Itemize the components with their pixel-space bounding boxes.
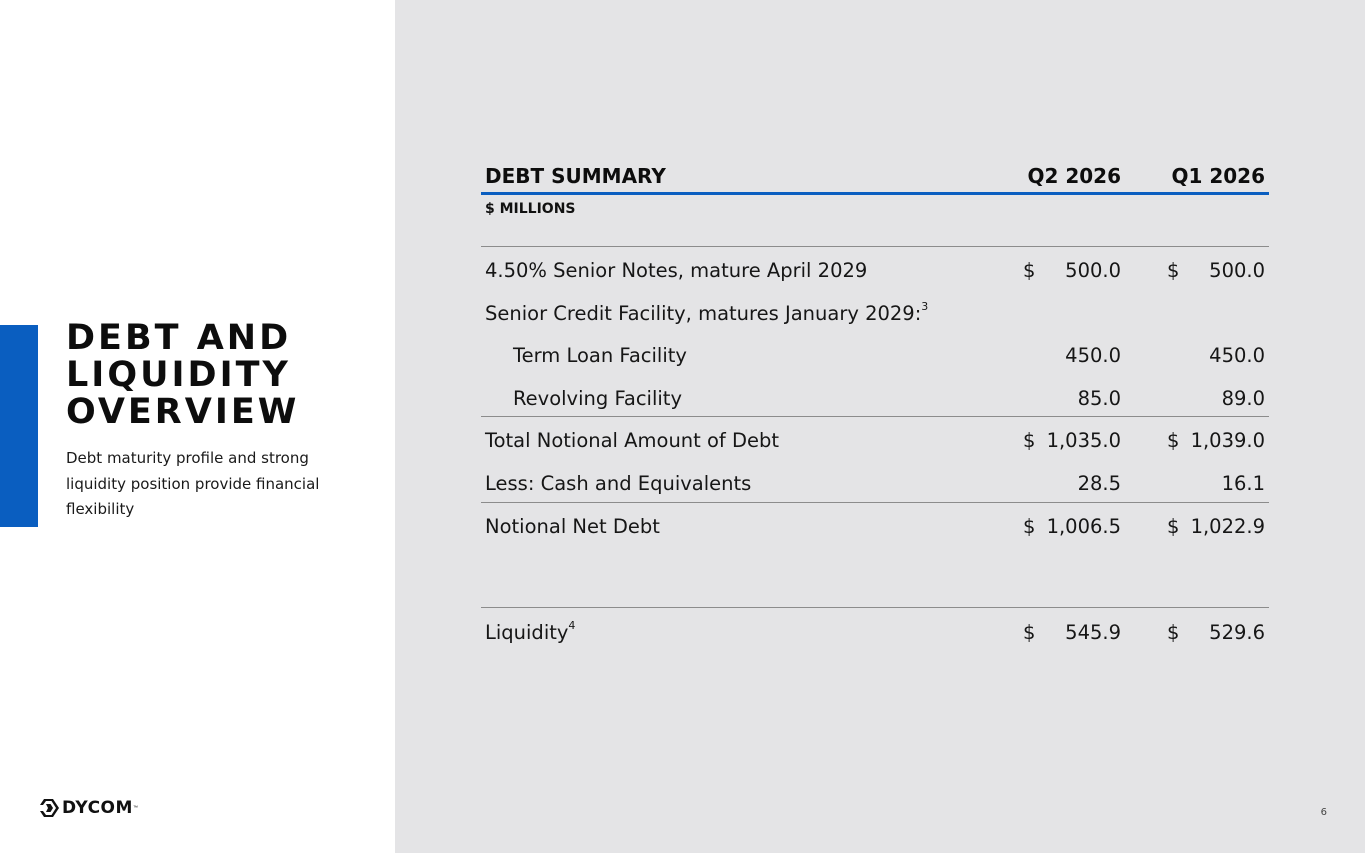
q2-value: 1,006.5 bbox=[1046, 515, 1121, 538]
row-label bbox=[485, 621, 575, 644]
q1-value: 1,039.0 bbox=[1190, 429, 1265, 452]
row-label: Revolving Facility bbox=[513, 387, 682, 410]
dollar-sign: $ bbox=[1167, 621, 1180, 644]
table-row bbox=[481, 293, 1269, 335]
dollar-sign: $ bbox=[1023, 429, 1036, 452]
q2-value: 545.9 bbox=[1065, 621, 1121, 644]
q2-value: 1,035.0 bbox=[1046, 429, 1121, 452]
logo-trademark: ™ bbox=[132, 805, 138, 811]
row-label: Notional Net Debt bbox=[485, 515, 660, 538]
header-q1: Q1 2026 bbox=[1171, 164, 1265, 188]
q1-value: 500.0 bbox=[1209, 259, 1265, 282]
dollar-sign: $ bbox=[1023, 515, 1036, 538]
table-row bbox=[481, 463, 1269, 505]
dycom-logo-icon bbox=[38, 798, 60, 818]
slide-subtitle: Debt maturity profile and strong liquidity position provide financial flexibility bbox=[66, 449, 320, 518]
dollar-sign: $ bbox=[1023, 259, 1036, 282]
table-row bbox=[481, 506, 1269, 548]
page-number: 6 bbox=[1320, 807, 1327, 818]
debt-summary-table bbox=[481, 160, 1269, 644]
q1-value: 89.0 bbox=[1221, 387, 1265, 410]
logo-text: DYCOM bbox=[62, 798, 133, 818]
table-row bbox=[481, 250, 1269, 292]
q2-value: 28.5 bbox=[1077, 472, 1121, 495]
table-row bbox=[481, 378, 1269, 420]
row-divider bbox=[481, 416, 1269, 417]
row-divider bbox=[481, 502, 1269, 503]
table-header bbox=[481, 160, 1269, 195]
units-label: $ MILLIONS bbox=[485, 201, 576, 217]
table-row bbox=[481, 420, 1269, 462]
q1-value: 529.6 bbox=[1209, 621, 1265, 644]
dollar-sign: $ bbox=[1167, 429, 1180, 452]
dollar-sign: $ bbox=[1167, 515, 1180, 538]
company-logo bbox=[38, 797, 138, 819]
left-panel bbox=[0, 0, 395, 853]
row-label: Less: Cash and Equivalents bbox=[485, 472, 752, 495]
q1-value: 450.0 bbox=[1209, 344, 1265, 367]
row-label-text: Liquidity bbox=[485, 621, 569, 644]
table-row bbox=[481, 335, 1269, 377]
row-label: 4.50% Senior Notes, mature April 2029 bbox=[485, 259, 868, 282]
header-label: DEBT SUMMARY bbox=[485, 164, 666, 188]
q2-value: 500.0 bbox=[1065, 259, 1121, 282]
slide-title: DEBT AND LIQUIDITY OVERVIEW bbox=[66, 318, 300, 432]
q2-value: 85.0 bbox=[1077, 387, 1121, 410]
footnote-marker: 4 bbox=[568, 619, 576, 632]
accent-bar bbox=[0, 325, 38, 527]
table-row bbox=[481, 612, 1269, 654]
row-label: Total Notional Amount of Debt bbox=[485, 429, 780, 452]
right-panel bbox=[395, 0, 1365, 853]
q1-value: 1,022.9 bbox=[1190, 515, 1265, 538]
footnote-marker: 3 bbox=[921, 300, 929, 313]
q1-value: 16.1 bbox=[1221, 472, 1265, 495]
dollar-sign: $ bbox=[1167, 259, 1180, 282]
q2-value: 450.0 bbox=[1065, 344, 1121, 367]
row-divider bbox=[481, 246, 1269, 247]
row-label-text: Senior Credit Facility, matures January 2029: bbox=[485, 302, 922, 325]
dollar-sign: $ bbox=[1023, 621, 1036, 644]
row-label: Term Loan Facility bbox=[513, 344, 687, 367]
row-divider bbox=[481, 607, 1269, 608]
header-q2: Q2 2026 bbox=[1027, 164, 1121, 188]
row-label bbox=[485, 302, 928, 325]
